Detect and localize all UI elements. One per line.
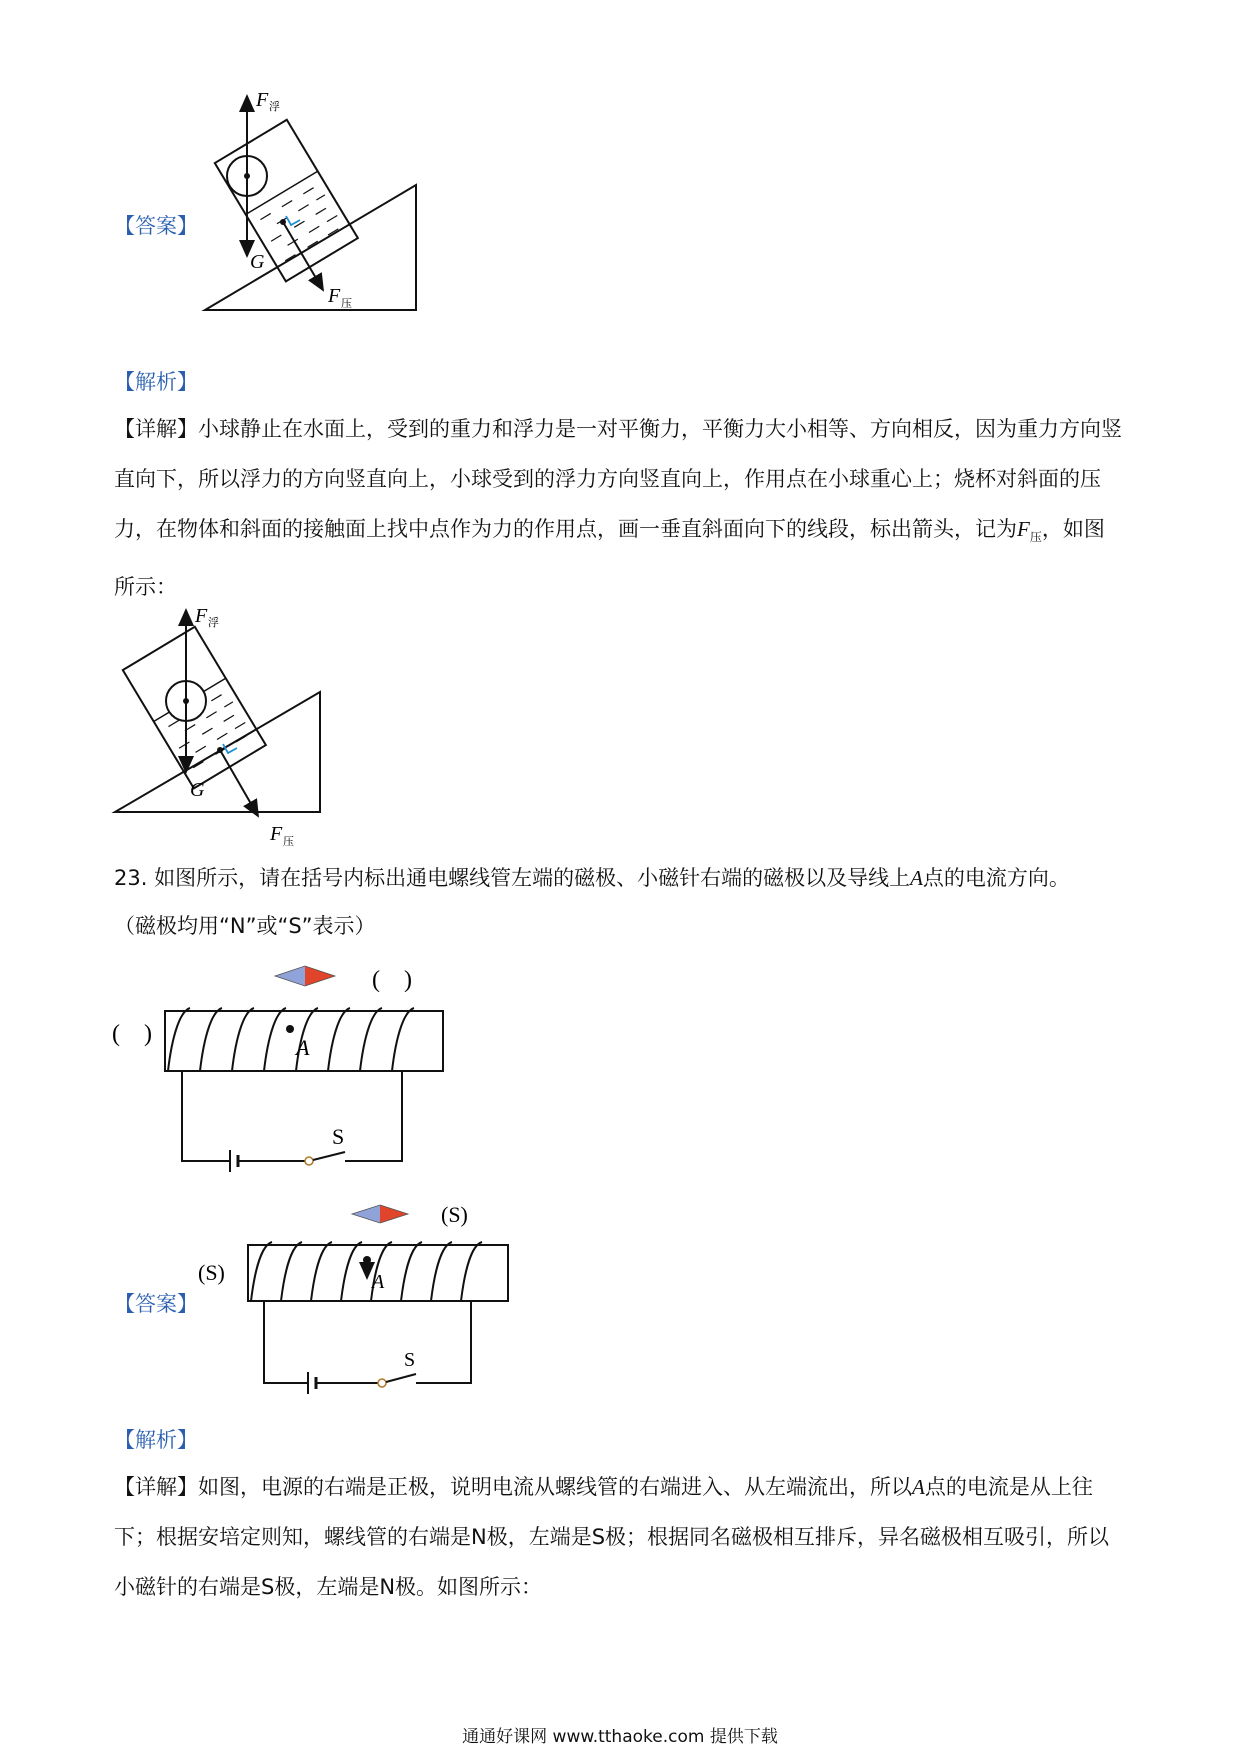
q22-detail — [114, 404, 1124, 612]
label-press-2: F — [270, 823, 283, 845]
label-float-sub: 浮 — [269, 101, 280, 113]
needle-left — [275, 966, 305, 986]
q23-left-bracket: ( ) — [112, 1021, 152, 1047]
incline-triangle — [205, 185, 416, 310]
q22-analysis-figure — [100, 602, 330, 862]
q22-analysis-label: 【解析】 — [114, 370, 198, 394]
q23-answer-left: (S) — [198, 1260, 225, 1285]
q23-answer-point: A — [372, 1271, 385, 1293]
q23-detail-point: A — [912, 1475, 925, 1499]
q23-analysis-label: 【解析】 — [114, 1428, 198, 1452]
beaker — [215, 120, 358, 282]
q23-answer-figure — [196, 1188, 526, 1398]
label-float-sub-2: 浮 — [208, 617, 219, 629]
q22-detail-label: 【详解】 — [114, 417, 198, 441]
q22-detail-text: 小球静止在水面上，受到的重力和浮力是一对平衡力，平衡力大小相等、方向相反，因为重力方向竖直向下，所以浮力的方向竖直向上，小球受到的浮力方向竖直向上，作用点在小球重心上；烧杯对斜面的压力，在物体和斜面的接触面上找中点作为力的作用点，画一垂直斜面向下的线段，标出箭头，记为 — [114, 417, 1122, 541]
page-footer: 通通好课网 www.tthaoke.com 提供下载 — [462, 1727, 778, 1747]
q22-detail-tail: ，如图所示： — [114, 517, 1105, 600]
q23-detail-label: 【详解】 — [114, 1475, 198, 1499]
q23-stem-line1 — [114, 860, 1124, 896]
label-gravity-2: G — [190, 779, 205, 801]
q23-answer-switch: S — [404, 1349, 416, 1371]
label-press-sub: 压 — [341, 298, 352, 310]
q23-switch-label: S — [332, 1124, 345, 1149]
q23-detail — [114, 1462, 1124, 1612]
q23-question-figure — [110, 956, 470, 1176]
label-press-sub-2: 压 — [283, 836, 294, 848]
q22-answer-label: 【答案】 — [114, 214, 198, 238]
q23-stem-line2: （磁极均用“N”或“S”表示） — [114, 914, 376, 938]
q23-stem-pre: 23. 如图所示，请在括号内标出通电螺线管左端的磁极、小磁针右端的磁极以及导线上 — [114, 866, 911, 890]
q23-stem-point: A — [910, 866, 923, 890]
label-float: F — [256, 90, 269, 111]
q23-answer-right: (S) — [441, 1202, 468, 1227]
q22-detail-sub: 压 — [1029, 530, 1042, 545]
q23-point-a: A — [296, 1035, 310, 1060]
q23-stem-post: 点的电流方向。 — [922, 866, 1070, 890]
q22-detail-symbol: F — [1017, 517, 1030, 541]
q23-answer-label: 【答案】 — [114, 1292, 198, 1316]
label-float-2: F — [195, 605, 208, 627]
q23-detail-post: 点的电流是从上往下；根据安培定则知，螺线管的右端是N极，左端是S极；根据同名磁极相互排斥，异名磁极相互吸引，所以小磁针的右端是S极，左端是N极。如图所示： — [114, 1475, 1110, 1599]
q22-answer-figure — [190, 90, 420, 350]
needle-right — [305, 966, 335, 986]
q23-detail-pre: 如图，电源的右端是正极，说明电流从螺线管的右端进入、从左端流出，所以 — [198, 1475, 912, 1499]
label-press: F — [328, 285, 341, 307]
label-gravity: G — [250, 251, 265, 273]
coil — [168, 1008, 414, 1071]
q23-right-bracket: ( ) — [372, 967, 412, 993]
